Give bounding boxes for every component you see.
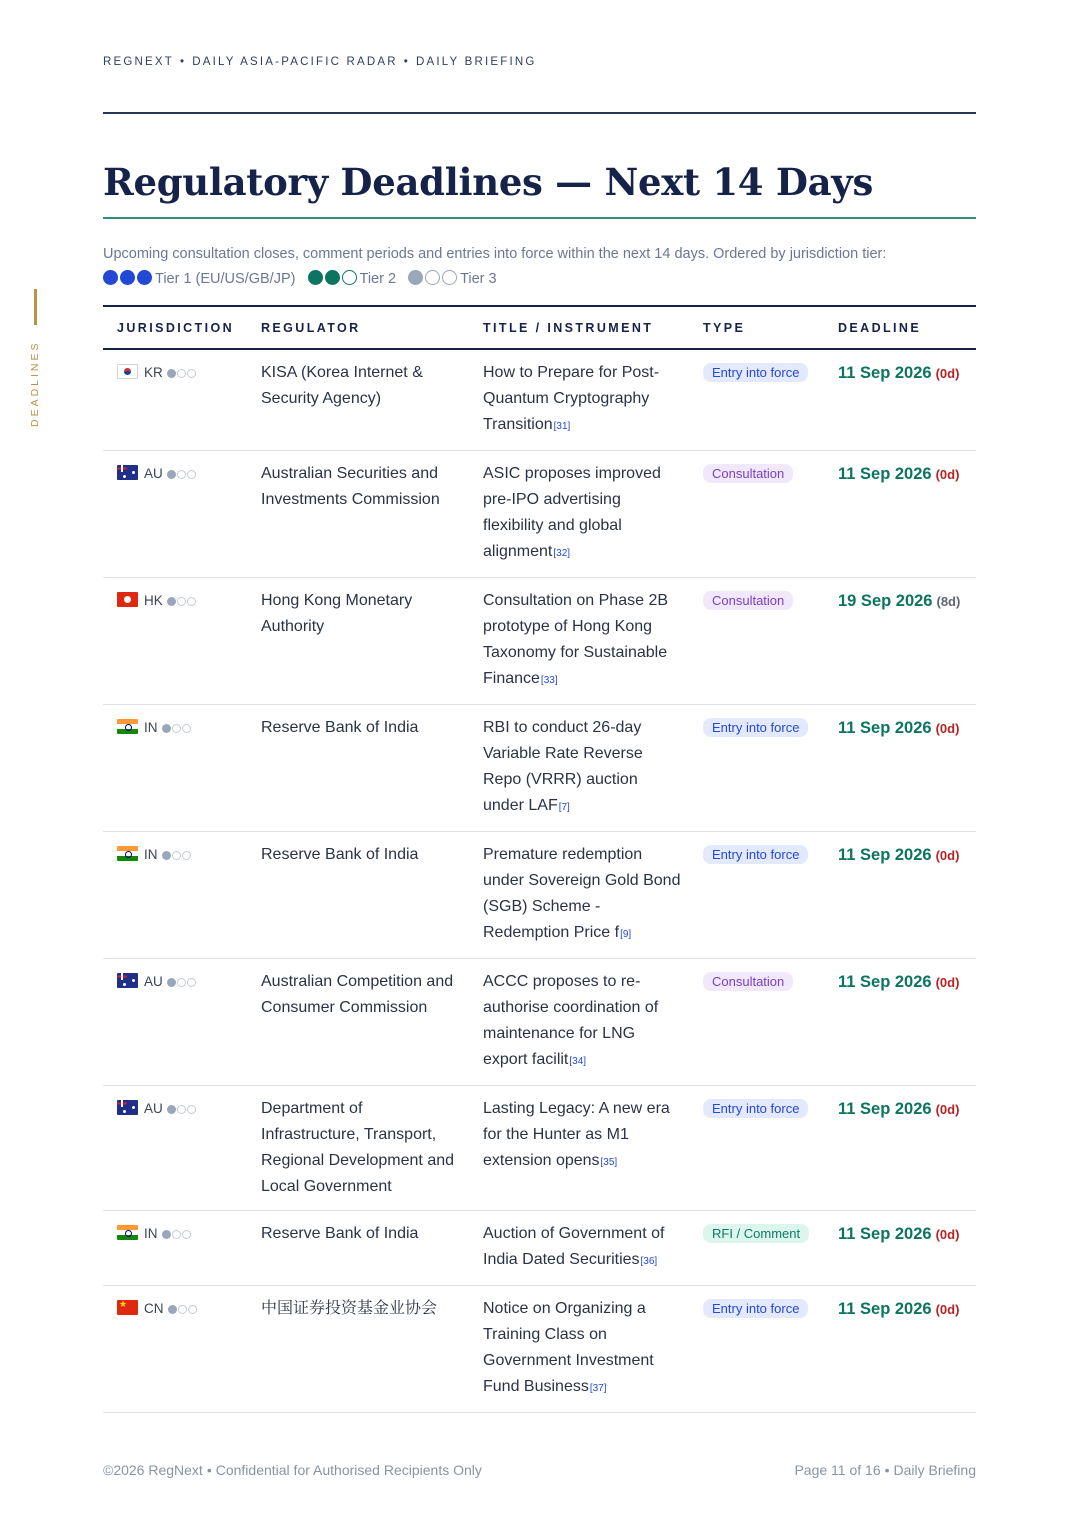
tier3-dots-icon [408,270,457,285]
footer-confidential: Confidential for Authorised Recipients Only [215,1462,482,1478]
deadline-date: 11 Sep 2026 [838,1100,932,1118]
days-remaining: (0d) [935,467,960,482]
instrument-title: How to Prepare for Post-Quantum Cryptography Transition [483,364,660,433]
col-header-regulator: REGULATOR [261,306,483,349]
australia-flag-icon [117,465,138,480]
days-remaining: (0d) [935,721,960,736]
table-body [103,349,976,1413]
deadline-date: 11 Sep 2026 [838,846,932,864]
table-row [103,349,976,451]
regulator-cell [261,705,483,832]
tier3-indicator-icon [162,1230,191,1239]
title-cell [483,705,703,832]
type-cell [703,705,838,832]
col-header-deadline: DEADLINE [838,306,976,349]
days-remaining: (0d) [935,848,960,863]
deadline-date: 11 Sep 2026 [838,1300,932,1318]
regulator-name: Hong Kong Monetary Authority [261,592,413,635]
deadline-date: 11 Sep 2026 [838,465,932,483]
col-header-type: TYPE [703,306,838,349]
deadline-cell [838,959,976,1086]
south-korea-flag-icon [117,364,138,379]
header-separator: • [403,56,411,68]
regulator-cell [261,1286,483,1413]
deadline-date: 11 Sep 2026 [838,973,932,991]
days-remaining: (0d) [935,975,960,990]
header-kind: DAILY BRIEFING [416,56,537,68]
table-header-row [103,306,976,349]
tier3-indicator-icon [167,369,196,378]
source-reference-link[interactable]: [34] [569,1056,587,1067]
table-row [103,959,976,1086]
regulator-name: Australian Securities and Investments Commission [261,465,440,508]
footer-doc-name: Daily Briefing [893,1462,976,1478]
regulator-name: KISA (Korea Internet & Security Agency) [261,364,423,407]
header-separator: • [180,56,187,68]
days-remaining: (0d) [935,1227,960,1242]
india-flag-icon [117,846,138,861]
tier3-indicator-icon [167,978,196,987]
type-cell [703,1086,838,1211]
page-title: Regulatory Deadlines — Next 14 Days [103,160,874,204]
deadline-cell [838,832,976,959]
type-badge: Entry into force [703,363,808,382]
india-flag-icon [117,1225,138,1240]
type-cell [703,1211,838,1286]
deadlines-table [103,305,976,1413]
type-cell [703,832,838,959]
type-badge: Entry into force [703,1299,808,1318]
days-remaining: (0d) [935,1302,960,1317]
title-cell [483,451,703,578]
title-cell [483,349,703,451]
instrument-title: Consultation on Phase 2B prototype of Hong Kong Taxonomy for Sustainable Finance [483,592,669,687]
type-badge: Consultation [703,972,793,991]
tier2-legend-label: Tier 2 [359,271,397,287]
regulator-name: Department of Infrastructure, Transport, Regional Development and Local Government [261,1100,455,1195]
jurisdiction-cell [103,578,261,705]
jurisdiction-cell [103,349,261,451]
deadline-cell [838,349,976,451]
title-cell [483,578,703,705]
source-reference-link[interactable]: [37] [589,1383,607,1394]
india-flag-icon [117,719,138,734]
type-cell [703,578,838,705]
australia-flag-icon [117,1100,138,1115]
jurisdiction-code: AU [144,466,163,481]
regulator-cell [261,578,483,705]
table-row [103,578,976,705]
tier1-legend-label: Tier 1 (EU/US/GB/JP) [155,271,296,287]
jurisdiction-code: HK [144,593,163,608]
title-underline [103,217,976,219]
instrument-title: ACCC proposes to re-authorise coordination of maintenance for LNG export facilit [483,973,659,1068]
jurisdiction-cell [103,451,261,578]
regulator-cell [261,1211,483,1286]
footer-page-number: Page 11 of 16 [794,1462,881,1478]
tier3-indicator-icon [167,597,196,606]
regulator-cell [261,349,483,451]
jurisdiction-code: KR [144,365,163,380]
header-divider [103,112,976,114]
instrument-title: Lasting Legacy: A new era for the Hunter as M1 extension opens [483,1100,670,1169]
deadline-cell [838,578,976,705]
tier2-dots-icon [308,270,357,285]
regulator-cell [261,832,483,959]
side-section-label: DEADLINES [29,340,41,427]
deadline-date: 11 Sep 2026 [838,364,932,382]
tier1-dots-icon [103,270,152,285]
intro-paragraph [103,242,979,292]
jurisdiction-cell [103,832,261,959]
instrument-title: Notice on Organizing a Training Class on Government Investment Fund Business [483,1300,654,1395]
instrument-title: Premature redemption under Sovereign Gold Bond (SGB) Scheme - Redemption Price f [483,846,681,941]
deadline-cell [838,1211,976,1286]
type-badge: RFI / Comment [703,1224,809,1243]
regulator-cell [261,451,483,578]
table-row [103,1211,976,1286]
table-row [103,832,976,959]
jurisdiction-code: IN [144,720,158,735]
instrument-title: ASIC proposes improved pre-IPO advertising flexibility and global alignment [483,465,661,560]
deadline-cell [838,1286,976,1413]
deadline-cell [838,1086,976,1211]
header-brand: REGNEXT [103,56,174,68]
deadline-date: 11 Sep 2026 [838,719,932,737]
source-reference-link[interactable]: [31] [553,421,571,432]
type-cell [703,959,838,1086]
regulator-cell [261,959,483,1086]
tier3-indicator-icon [167,470,196,479]
header-section: DAILY ASIA-PACIFIC RADAR [192,56,398,68]
deadline-cell [838,705,976,832]
deadline-date: 11 Sep 2026 [838,1225,932,1243]
source-reference-link[interactable]: [35] [600,1157,618,1168]
source-reference-link[interactable]: [9] [620,929,632,940]
tier3-indicator-icon [162,724,191,733]
jurisdiction-code: AU [144,1101,163,1116]
regulator-name: Australian Competition and Consumer Commission [261,973,454,1016]
footer-separator: • [206,1462,212,1478]
tier3-indicator-icon [168,1305,197,1314]
source-reference-link[interactable]: [33] [540,675,558,686]
days-remaining: (0d) [935,366,960,381]
regulator-name: Reserve Bank of India [261,846,419,863]
jurisdiction-code: AU [144,974,163,989]
hong-kong-flag-icon [117,592,138,607]
jurisdiction-cell [103,1086,261,1211]
table-row [103,705,976,832]
jurisdiction-code: CN [144,1301,164,1316]
table-row [103,451,976,578]
regulator-cell [261,1086,483,1211]
running-header [103,56,537,68]
jurisdiction-cell [103,959,261,1086]
title-cell [483,1211,703,1286]
intro-text: Upcoming consultation closes, comment periods and entries into force within the next 14 days. Ordered by jurisdiction tier: [103,246,887,262]
china-flag-icon [117,1300,138,1315]
footer-copyright: ©2026 RegNext [103,1462,203,1478]
tier3-indicator-icon [167,1105,196,1114]
title-cell [483,832,703,959]
col-header-title: TITLE / INSTRUMENT [483,306,703,349]
footer-separator: • [884,1462,890,1478]
jurisdiction-code: IN [144,1226,158,1241]
instrument-title: RBI to conduct 26-day Variable Rate Reverse Repo (VRRR) auction under LAF [483,719,643,814]
regulator-name: Reserve Bank of India [261,719,419,736]
side-accent-bar [34,289,37,325]
jurisdiction-cell [103,705,261,832]
type-cell [703,451,838,578]
deadline-date: 19 Sep 2026 [838,592,933,610]
type-cell [703,349,838,451]
tier3-indicator-icon [162,851,191,860]
jurisdiction-cell [103,1211,261,1286]
type-badge: Consultation [703,464,793,483]
regulator-name: Reserve Bank of India [261,1225,419,1242]
table-row [103,1286,976,1413]
type-badge: Entry into force [703,1099,808,1118]
australia-flag-icon [117,973,138,988]
instrument-title: Auction of Government of India Dated Securities [483,1225,665,1268]
title-cell [483,1086,703,1211]
deadline-cell [838,451,976,578]
type-cell [703,1286,838,1413]
type-badge: Entry into force [703,845,808,864]
col-header-jurisdiction: JURISDICTION [103,306,261,349]
jurisdiction-cell [103,1286,261,1413]
type-badge: Entry into force [703,718,808,737]
source-reference-link[interactable]: [7] [558,802,570,813]
title-cell [483,1286,703,1413]
footer-right [794,1462,976,1478]
footer-left [103,1462,482,1478]
days-remaining: (8d) [936,594,961,609]
source-reference-link[interactable]: [36] [640,1256,658,1267]
regulator-name: 中国证券投资基金业协会 [261,1300,438,1317]
table-row [103,1086,976,1211]
source-reference-link[interactable]: [32] [553,548,571,559]
title-cell [483,959,703,1086]
jurisdiction-code: IN [144,847,158,862]
days-remaining: (0d) [935,1102,960,1117]
tier3-legend-label: Tier 3 [460,271,497,287]
type-badge: Consultation [703,591,793,610]
